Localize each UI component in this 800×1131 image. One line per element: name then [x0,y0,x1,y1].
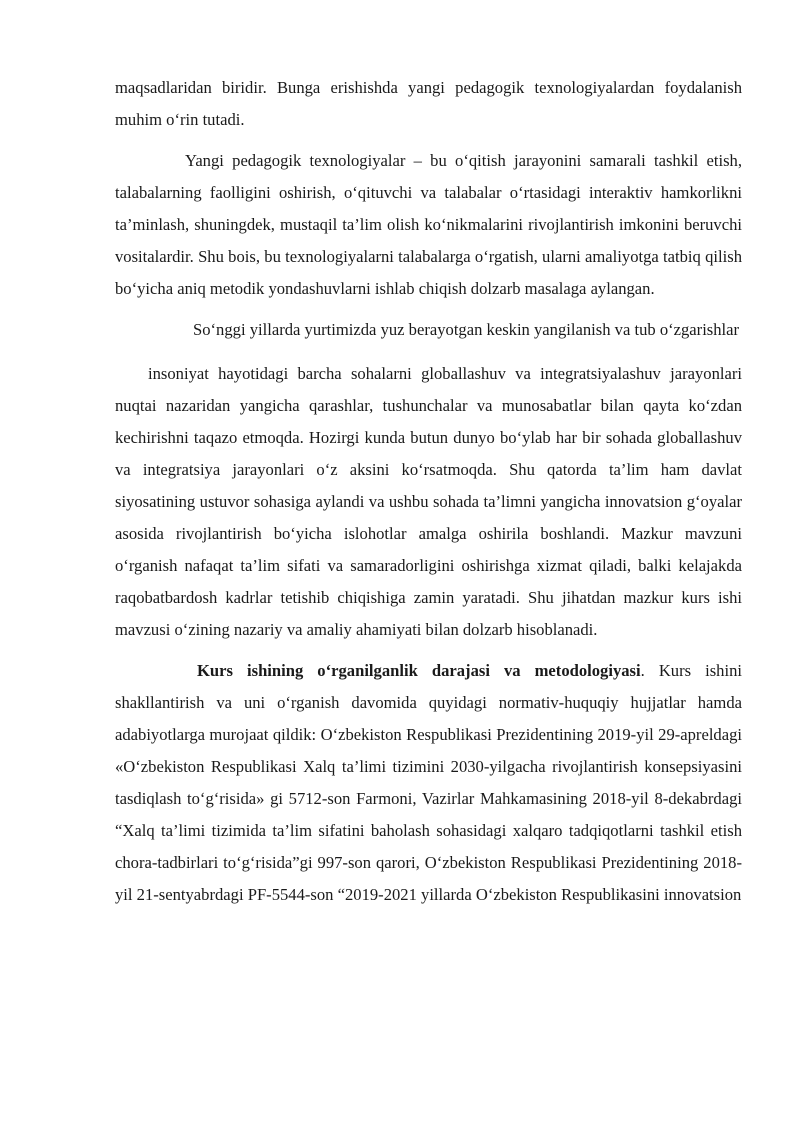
paragraph-5 [115,655,742,911]
document-body [115,72,742,911]
paragraph-4: insoniyat hayotidagi barcha sohalarni globallashuv va integratsiyalashuv jarayonlari nuqtai nazaridan yangicha qarashlar, tushunchalar va munosabatlar bilan qayta ko‘zdan kechirishni taqazo etmoqda. Hozirgi kunda butun dunyo bo‘ylab har bir sohada globallashuv va integratsiya jarayonlari o‘z aksini ko‘rsatmoqda. Shu qatorda ta’lim ham davlat siyosatining ustuvor sohasiga aylandi va ushbu sohada ta’limni yangicha innovatsion g‘oyalar asosida rivojlantirish bo‘yicha islohotlar amalga oshirila boshlandi. Mazkur mavzuni o‘rganish nafaqat ta’lim sifati va samaradorligini oshirishga xizmat qiladi, balki kelajakda raqobatbardosh kadrlar tetishib chiqishiga zamin yaratadi. Shu jihatdan mazkur kurs ishi mavzusi o‘zining nazariy va amaliy ahamiyati bilan dolzarb hisoblanadi. [115,364,742,639]
paragraph-5-body: . Kurs ishini shakllantirish va uni o‘rganish davomida quyidagi normativ-huquqiy hujjatlar hamda adabiyotlarga murojaat qildik: O‘zbekiston Respublikasi Prezidentining 2019-yil 29-apreldagi «O‘zbekiston Respublikasi Xalq ta’limi tizimini 2030-yilgacha rivojlantirish konsepsiyasini tasdiqlash to‘g‘risida» gi 5712-son Farmoni, Vazirlar Mahkamasining 2018-yil 8-dekabrdagi “Xalq ta’limi tizimida ta’lim sifatini baholash sohasidagi xalqaro tadqiqotlarni tashkil etish chora-tadbirlari to‘g‘risida”gi 997-son qarori, O‘zbekiston Respublikasi Prezidentining 2018-yil 21-sentyabrdagi PF-5544-son “2019-2021 yillarda O‘zbekiston Respublikasini innovatsion [115,661,742,904]
paragraph-2: Yangi pedagogik texnologiyalar – bu o‘qitish jarayonini samarali tashkil etish, talabalarning faolligini oshirish, o‘qituvchi va talabalar o‘rtasidagi interaktiv hamkorlikni ta’minlash, shuningdek, mustaqil ta’lim olish ko‘nikmalarini rivojlantirish imkonini beruvchi vositalardir. Shu bois, bu texnologiyalarni talabalarga o‘rgatish, ularni amaliyotga tatbiq qilish bo‘yicha aniq metodik yondashuvlarni ishlab chiqish dolzarb masalaga aylangan. [115,151,742,298]
paragraph-3: So‘nggi yillarda yurtimizda yuz berayotgan keskin yangilanish va tub o‘zgarishlar [193,320,740,339]
paragraph-1: maqsadlaridan biridir. Bunga erishishda yangi pedagogik texnologiyalardan foydalanish muhim o‘rin tutadi. [115,78,742,129]
section-heading: Kurs ishining o‘rganilganlik darajasi va metodologiyasi [197,661,641,680]
